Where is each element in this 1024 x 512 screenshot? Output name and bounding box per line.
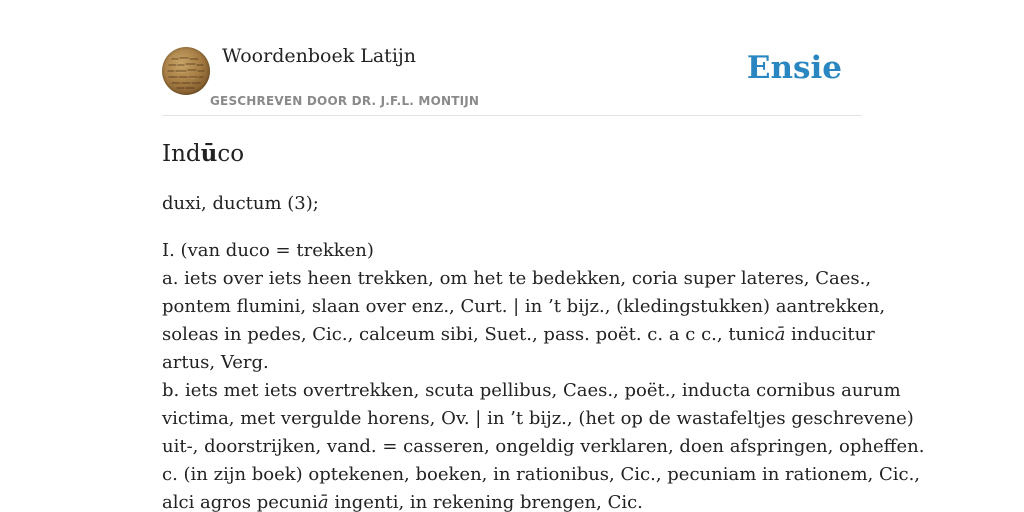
sense-text: ingenti, in rekening brengen, Cic.	[328, 492, 643, 512]
sense-line: c. (in zijn boek) optekenen, boeken, in rationibus, Cic., pecuniam in rationem, Cic.,	[162, 464, 921, 485]
headword-part: co	[217, 141, 245, 167]
ablative-marker: ā	[317, 492, 329, 512]
entry-senses	[162, 237, 925, 512]
brand-logo-text[interactable]: Ensie	[746, 50, 842, 86]
sense-line: b. iets met iets overtrekken, scuta pellibus, Caes., poët., inducta cornibus aurum	[162, 380, 901, 401]
sense-line: a. iets over iets heen trekken, om het te bedekken, coria super lateres, Caes.,	[162, 268, 872, 289]
bronze-inscription-coin-icon	[162, 47, 210, 95]
author-byline: GESCHREVEN DOOR DR. J.F.L. MONTIJN	[210, 94, 480, 108]
sense-line: artus, Verg.	[162, 352, 269, 373]
dictionary-logo[interactable]	[162, 47, 210, 95]
sense-line: I. (van duco = trekken)	[162, 240, 374, 261]
entry-content	[162, 138, 925, 512]
dictionary-title[interactable]: Woordenboek Latijn	[222, 45, 417, 67]
entry-forms: duxi, ductum (3);	[162, 193, 319, 214]
sense-text: soleas in pedes, Cic., calceum sibi, Suet., pass. poët. c. a c c., tunic	[162, 324, 775, 345]
sense-line: pontem flumini, slaan over enz., Curt. | in ’t bijz., (kledingstukken) aantrekken,	[162, 296, 886, 317]
sense-text: alci agros pecuni	[162, 492, 318, 512]
ablative-marker: ā	[774, 324, 786, 345]
sense-line: uit-, doorstrijken, vand. = casseren, ongeldig verklaren, doen afspringen, opheffen.	[162, 436, 925, 457]
sense-line	[162, 321, 875, 349]
entry-headword	[162, 138, 868, 170]
headword-long-vowel: ū	[200, 140, 218, 167]
site-header	[162, 0, 862, 116]
sense-line: victima, met vergulde horens, Ov. | in ’t bijz., (het op de wastafeltjes geschrevene)	[162, 408, 914, 429]
headword-part: Ind	[162, 141, 201, 167]
sense-line	[162, 489, 868, 512]
sense-text: inducitur	[785, 324, 875, 345]
